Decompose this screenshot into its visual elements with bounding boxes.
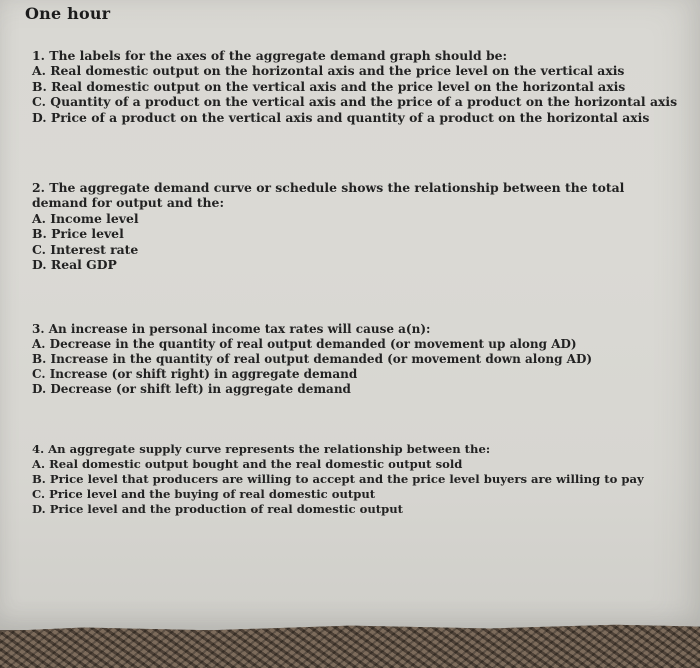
answer-option-b: B. Increase in the quantity of real output demanded (or movement down along AD) <box>32 352 593 366</box>
answer-option-d: D. Price of a product on the vertical axis and quantity of a product on the horizontal axis <box>32 109 650 125</box>
answer-option-a: A. Decrease in the quantity of real output demanded (or movement up along AD) <box>32 337 577 351</box>
question-stem: 4. An aggregate supply curve represents the relationship between the: <box>32 442 491 456</box>
answer-option-b: B. Price level <box>32 226 124 242</box>
answer-option-a: A. Income level <box>32 210 139 226</box>
answer-option-d: D. Real GDP <box>32 257 117 273</box>
question-1 <box>32 48 677 125</box>
answer-option-c: C. Quantity of a product on the vertical axis and the price of a product on the horizontal axis <box>32 94 678 110</box>
page-title: One hour <box>25 4 111 23</box>
question-2 <box>32 180 657 272</box>
answer-option-c: C. Interest rate <box>32 241 139 257</box>
question-stem: 3. An increase in personal income tax rates will cause a(n): <box>32 322 431 336</box>
question-stem: 2. The aggregate demand curve or schedule shows the relationship between the total demand for output and the: <box>32 180 625 211</box>
question-3 <box>32 322 592 397</box>
answer-option-b: B. Real domestic output on the vertical axis and the price level on the horizontal axis <box>32 78 626 94</box>
answer-option-c: C. Increase (or shift right) in aggregate demand <box>32 367 358 381</box>
answer-option-d: D. Price level and the production of real domestic output <box>32 502 403 516</box>
question-stem: 1. The labels for the axes of the aggregate demand graph should be: <box>32 48 508 63</box>
question-4 <box>32 442 644 517</box>
answer-option-b: B. Price level that producers are willing to accept and the price level buyers are willing to pay <box>32 472 644 486</box>
answer-option-a: A. Real domestic output bought and the real domestic output sold <box>32 457 463 471</box>
answer-option-d: D. Decrease (or shift left) in aggregate demand <box>32 382 351 396</box>
answer-option-a: A. Real domestic output on the horizontal axis and the price level on the vertical axis <box>32 63 625 79</box>
answer-option-c: C. Price level and the buying of real domestic output <box>32 487 376 501</box>
carpet-background <box>0 622 700 668</box>
